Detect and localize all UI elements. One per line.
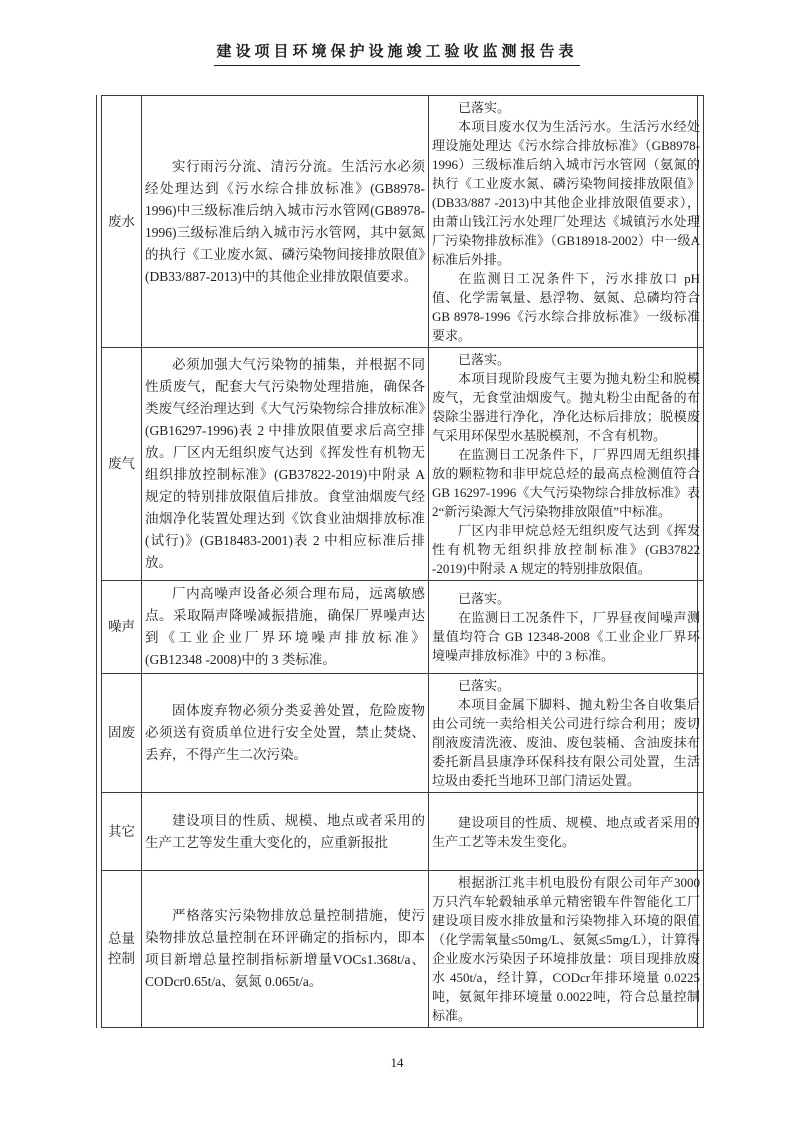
result-paragraph: 本项目废水仅为生活污水。生活污水经处理设施处理达《污水综合排放标准》（GB8978-1996）三级标准后纳入城市污水管网（氨氮的执行《工业废水氮、磷污染物间接排放限值》(DB33/887 -2013)中其他企业排放限值要求），由萧山钱江污水处理厂处理达《城镇污水处理厂污染物排放标准》（GB18918-2002）中一级A 标准后外排。 — [432, 119, 700, 267]
result-cell-other — [429, 793, 704, 871]
result-paragraph: 本项目现阶段废气主要为抛丸粉尘和脱模废气，无食堂油烟废气。抛丸粉尘由配备的布袋除尘器进行净化，净化达标后排放；脱模废气采用环保型水基脱模剂，不含有机物。 — [432, 371, 700, 443]
result-cell-wastewater — [429, 96, 704, 348]
result-paragraph: 本项目金属下脚料、抛丸粉尘各自收集后由公司统一卖给相关公司进行综合利用；废切削液废清洗液、废油、废包装桶、含油废抹布委托新昌县康净环保科技有限公司处置，生活垃圾由委托当地环卫部门清运处置。 — [432, 697, 700, 788]
requirement-paragraph: 严格落实污染物排放总量控制措施，使污染物排放总量控制在环评确定的指标内，即本项目新增总量控制指标新增量VOCs1.368t/a、CODcr0.65t/a、氨氮 0.065t/a。 — [145, 908, 425, 989]
result-cell-waste-gas — [429, 348, 704, 581]
result-paragraph: 建设项目的性质、规模、地点或者采用的生产工艺等未发生变化。 — [432, 814, 700, 849]
table-row-solid-waste — [102, 674, 704, 793]
requirement-paragraph: 固体废弃物必须分类妥善处置，危险废物必须送有资质单位进行安全处置，禁止焚烧、丢弃，不得产生二次污染。 — [145, 703, 425, 762]
requirement-cell-solid-waste — [142, 674, 429, 793]
page-number: 14 — [390, 1055, 404, 1070]
requirement-paragraph: 必须加强大气污染物的捕集，并根据不同性质废气，配套大气污染物处理措施，确保各类废气经治理达到《大气污染物综合排放标准》(GB16297-1996)表 2 中排放限值要求后高空排放。厂区内无组织废气达到《挥发性有机物无组织排放控制标准》(GB37822-2019)中附录 A 规定的特别排放限值后排放。食堂油烟废气经油烟净化装置处理达到《饮食业油烟排放标准(试行)》(GB18483-2001)表 2 中相应标准后排放。 — [145, 357, 425, 570]
table-row-total-control — [102, 871, 704, 1028]
row-label-waste-gas: 废气 — [102, 348, 142, 581]
row-label-solid-waste: 固废 — [102, 674, 142, 793]
table-row-waste-gas — [102, 348, 704, 581]
requirement-cell-waste-gas — [142, 348, 429, 581]
row-label-noise: 噪声 — [102, 581, 142, 674]
requirement-paragraph: 建设项目的性质、规模、地点或者采用的生产工艺等发生重大变化的，应重新报批 — [145, 812, 425, 850]
page-title — [0, 40, 794, 66]
requirement-cell-total-control — [142, 871, 429, 1028]
requirement-paragraph: 厂内高噪声设备必须合理布局，远离敏感点。采取隔声降噪减振措施，确保厂界噪声达到《工业企业厂界环境噪声排放标准》(GB12348 -2008)中的 3 类标准。 — [145, 586, 425, 667]
requirement-cell-noise — [142, 581, 429, 674]
requirement-cell-wastewater — [142, 96, 429, 348]
result-paragraph: 在监测日工况条件下，厂界四周无组织排放的颗粒物和非甲烷总烃的最高点检测值符合 GB 16297-1996《大气污染物综合排放标准》表 2“新污染源大气污染物排放限值”中标准。 — [432, 447, 700, 519]
result-paragraph: 已落实。 — [458, 678, 511, 693]
result-cell-total-control — [429, 871, 704, 1028]
result-paragraph: 已落实。 — [458, 352, 511, 367]
report-table — [101, 95, 704, 1028]
result-paragraph: 根据浙江兆丰机电股份有限公司年产3000 万只汽车轮毂轴承单元精密锻车件智能化工厂建设项目废水排放量和污染物排入环境的限值（化学需氧量≤50mg/L、氨氮≤5mg/L），计算得企业废水污染因子环境排放量：项目现排放废水 450t/a，经计算，CODcr年排环境量 0.0225 吨，氨氮年排环境量 0.0022吨，符合总量控制标准。 — [432, 875, 700, 1023]
row-label-other: 其它 — [102, 793, 142, 871]
result-cell-noise — [429, 581, 704, 674]
requirement-paragraph: 实行雨污分流、清污分流。生活污水必须经处理达到《污水综合排放标准》(GB8978-1996)中三级标准后纳入城市污水管网(GB8978-1996)三级标准后纳入城市污水管网，其中氨氮的执行《工业废水氮、磷污染物间接排放限值》(DB33/887-2013)中的其他企业排放限值要求。 — [145, 158, 425, 284]
requirement-cell-other — [142, 793, 429, 871]
table-row-wastewater — [102, 96, 704, 348]
page-title-text: 建设项目环境保护设施竣工验收监测报告表 — [214, 40, 579, 66]
result-paragraph: 厂区内非甲烷总烃无组织废气达到《挥发性有机物无组织排放控制标准》(GB37822 -2019)中附录 A 规定的特别排放限值。 — [432, 523, 700, 576]
result-cell-solid-waste — [429, 674, 704, 793]
result-paragraph: 在监测日工况条件下，厂界昼夜间噪声测量值均符合 GB 12348-2008《工业企业厂界环境噪声排放标准》中的 3 标准。 — [432, 610, 700, 663]
table-row-noise — [102, 581, 704, 674]
report-table-frame — [96, 95, 698, 1028]
row-label-wastewater: 废水 — [102, 96, 142, 348]
result-paragraph: 已落实。 — [458, 591, 511, 606]
result-paragraph: 在监测日工况条件下，污水排放口 pH 值、化学需氧量、悬浮物、氨氮、总磷均符合 GB 8978-1996《污水综合排放标准》一级标准要求。 — [432, 271, 700, 343]
row-label-total-control: 总量控制 — [102, 871, 142, 1028]
table-row-other — [102, 793, 704, 871]
result-paragraph: 已落实。 — [458, 100, 511, 115]
